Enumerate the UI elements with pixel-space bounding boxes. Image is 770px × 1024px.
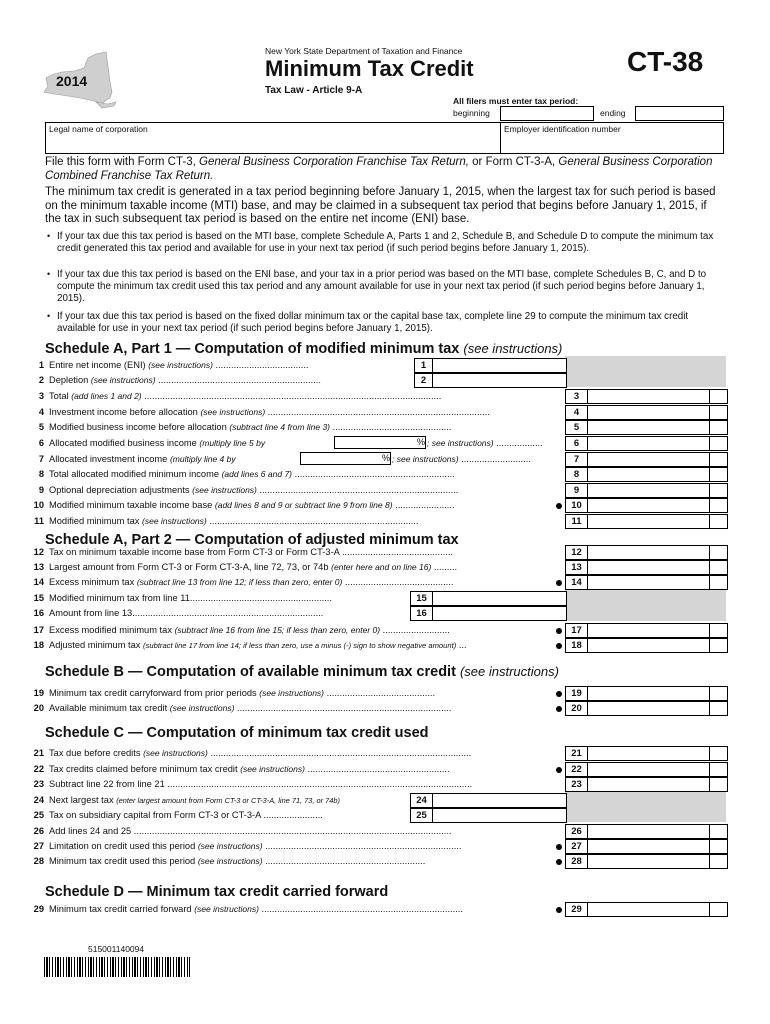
- line-number: 23: [33, 779, 44, 789]
- agency-name: New York State Department of Taxation and Finance: [265, 46, 463, 56]
- line-number-box: 26: [565, 824, 588, 839]
- line-19: 19 Minimum tax credit carryforward from prior periods (see instructions) ..........................................: [30, 688, 435, 699]
- cents-input[interactable]: [709, 436, 728, 451]
- required-bullet: [556, 844, 562, 850]
- line-11-input[interactable]: [587, 514, 711, 529]
- bullet-eni: If your tax due this tax period is based on the ENI base, and your tax in a prior period was based on the MTI base, complete Schedules B, C, and D to compute the minimum tax credit used this tax period and any amount available for use in your next tax period (if such period begins before January 1, 2015).: [57, 269, 707, 304]
- cents-input[interactable]: [709, 623, 728, 638]
- line-14: 14 Excess minimum tax (subtract line 13 from line 12; if less than zero, enter 0) ..........................................: [30, 577, 453, 588]
- line-number-box: 19: [565, 686, 588, 701]
- ending-date-input[interactable]: [635, 106, 724, 121]
- schedule-a-part2-title: Schedule A, Part 2 — Computation of adjusted minimum tax: [45, 532, 459, 548]
- line-23: 23 Subtract line 22 from line 21 ......................................................................................................................: [30, 779, 472, 790]
- line-12: 12 Tax on minimum taxable income base from Form CT-3 or Form CT-3-A ...........................................: [30, 547, 453, 558]
- line-10-input[interactable]: [587, 498, 711, 513]
- schedule-d-title: Schedule D — Minimum tax credit carried forward: [45, 884, 389, 900]
- required-bullet: [556, 643, 562, 649]
- line-number-box: 10: [565, 498, 588, 513]
- line-23-input[interactable]: [587, 777, 711, 792]
- line-number-box: 1: [414, 358, 433, 373]
- cents-input[interactable]: [709, 545, 728, 560]
- line-number-box: 12: [565, 545, 588, 560]
- line-number: 21: [33, 748, 44, 758]
- line-number: 16: [33, 608, 44, 618]
- cents-input[interactable]: [709, 560, 728, 575]
- line-number: 14: [33, 577, 44, 587]
- line-14-input[interactable]: [587, 575, 711, 590]
- line-number: 28: [33, 856, 44, 866]
- line-1: 1 Entire net income (ENI) (see instructions) ....................................: [30, 360, 309, 371]
- line-number-box: 24: [410, 793, 433, 808]
- bullet-mti: If your tax due this tax period is based on the MTI base, complete Schedule A, Parts 1 and 2, Schedule B, and Schedule D to compute the minimum tax credit generated this tax period and available for use in your next tax period (if such period begins before January 1, 2015).: [57, 231, 714, 254]
- line-2: 2 Depletion (see instructions) ...............................................................: [30, 375, 321, 386]
- line-number-box: 25: [410, 808, 433, 823]
- line-number: 4: [38, 407, 44, 417]
- cents-input[interactable]: [709, 498, 728, 513]
- line-17: 17 Excess modified minimum tax (subtract line 16 from line 15; if less than zero, enter 0) ..........................: [30, 625, 450, 636]
- line-6-input[interactable]: [587, 436, 711, 451]
- line-16-input[interactable]: [432, 606, 567, 621]
- line-4: 4 Investment income before allocation (see instructions) ......................................................................................: [30, 407, 490, 418]
- line-29-input[interactable]: [587, 902, 711, 917]
- line-24-input[interactable]: [432, 793, 567, 808]
- intro-paragraph: The minimum tax credit is generated in a tax period beginning before January 1, 2015, when the largest tax for such period is based on the minimum taxable income (MTI) base, and may be claimed in a subsequent tax period that begins before January 1, 2015, if the tax in such subsequent tax period is based on the entire net income (ENI) base.: [45, 186, 716, 225]
- line-number-box: 5: [565, 420, 588, 435]
- legal-name-label: Legal name of corporation: [49, 124, 148, 134]
- beginning-label: beginning: [453, 108, 490, 118]
- required-bullet: [556, 859, 562, 865]
- required-bullet: [556, 907, 562, 913]
- line-15: 15 Modified minimum tax from line 11.......................................................: [30, 593, 332, 604]
- barcode: [44, 957, 190, 977]
- line-number-box: 22: [565, 762, 588, 777]
- line-24: 24 Next largest tax (enter largest amount from Form CT-3 or CT-3-A, line 71, 73, or 74b): [30, 795, 340, 806]
- line-9-input[interactable]: [587, 483, 711, 498]
- line-15-input[interactable]: [432, 591, 567, 606]
- line-4-input[interactable]: [587, 405, 711, 420]
- intro-filing-instruction: File this form with Form CT-3, General Business Corporation Franchise Tax Return, or Form CT-3-A, General Business Corporation Combined Franchise Tax Return.: [45, 156, 713, 182]
- bullet-fixed-dollar: If your tax due this tax period is based on the fixed dollar minimum tax or the capital base tax, complete line 29 to compute the minimum tax credit available for use in your next tax period (if such period begins before January 1, 2015).: [57, 311, 689, 334]
- line-27: 27 Limitation on credit used this period (see instructions) ............................................................................: [30, 841, 461, 852]
- line-number: 13: [33, 562, 44, 572]
- line-22-input[interactable]: [587, 762, 711, 777]
- line-22: 22 Tax credits claimed before minimum tax credit (see instructions) .......................................................: [30, 764, 450, 775]
- required-bullet: [556, 503, 562, 509]
- line-number-box: 28: [565, 854, 588, 869]
- line-6-percent-input[interactable]: %: [334, 436, 426, 449]
- cents-input[interactable]: [709, 514, 728, 529]
- form-code: 515001140094: [88, 944, 145, 954]
- line-5-input[interactable]: [587, 420, 711, 435]
- line-17-input[interactable]: [587, 623, 711, 638]
- line-number-box: 8: [565, 467, 588, 482]
- line-number: 6: [38, 438, 44, 448]
- cents-input[interactable]: [709, 483, 728, 498]
- cents-input[interactable]: [709, 420, 728, 435]
- line-11: 11 Modified minimum tax (see instructions) .................................................................................: [30, 516, 419, 527]
- line-number-box: 29: [565, 902, 588, 917]
- line-number: 19: [33, 688, 44, 698]
- line-1-input[interactable]: [432, 358, 567, 373]
- cents-input[interactable]: [709, 701, 728, 716]
- line-25: 25 Tax on subsidiary capital from Form CT-3 or CT-3-A .......................: [30, 810, 323, 821]
- line-number: 24: [33, 795, 44, 805]
- line-number-box: 13: [565, 560, 588, 575]
- schedule-b-title: Schedule B — Computation of available minimum tax credit (see instructions): [45, 664, 559, 680]
- line-3-input[interactable]: [587, 389, 711, 404]
- tax-period-label: All filers must enter tax period:: [453, 96, 579, 106]
- cents-input[interactable]: [709, 902, 728, 917]
- shaded-area: [565, 792, 726, 822]
- line-number: 27: [33, 841, 44, 851]
- cents-input[interactable]: [709, 777, 728, 792]
- cents-input[interactable]: [709, 389, 728, 404]
- line-number: 8: [38, 469, 44, 479]
- line-number-box: 23: [565, 777, 588, 792]
- required-bullet: [556, 706, 562, 712]
- cents-input[interactable]: [709, 405, 728, 420]
- cents-input[interactable]: [709, 762, 728, 777]
- line-7: 7 Allocated investment income (multiply line 4 by: [30, 454, 236, 465]
- line-number-box: 21: [565, 746, 588, 761]
- required-bullet: [556, 580, 562, 586]
- line-19-input[interactable]: [587, 686, 711, 701]
- line-12-input[interactable]: [587, 545, 711, 560]
- line-number: 2: [38, 375, 44, 385]
- line-3: 3 Total (add lines 1 and 2) ...................................................................................................................: [30, 391, 441, 402]
- line-number: 7: [38, 454, 44, 464]
- line-number: 26: [33, 826, 44, 836]
- line-number: 15: [33, 593, 44, 603]
- line-28-input[interactable]: [587, 854, 711, 869]
- line-number: 11: [34, 516, 44, 526]
- line-number: 10: [33, 500, 44, 510]
- cents-input[interactable]: [709, 854, 728, 869]
- cents-input[interactable]: [709, 824, 728, 839]
- line-number: 12: [33, 547, 44, 557]
- line-number-box: 17: [565, 623, 588, 638]
- line-number: 22: [33, 764, 44, 774]
- required-bullet: [556, 691, 562, 697]
- line-26-input[interactable]: [587, 824, 711, 839]
- line-6: 6 Allocated modified business income (multiply line 5 by: [30, 438, 265, 449]
- cents-input[interactable]: [709, 638, 728, 653]
- line-13: 13 Largest amount from Form CT-3 or Form CT-3-A, line 72, 73, or 74b (enter here and on line 16) .........: [30, 562, 457, 573]
- required-bullet: [556, 767, 562, 773]
- line-number-box: 7: [565, 452, 588, 467]
- form-title: Minimum Tax Credit: [265, 56, 474, 81]
- line-21-input[interactable]: [587, 746, 711, 761]
- line-number-box: 15: [410, 591, 433, 606]
- cents-input[interactable]: [709, 686, 728, 701]
- form-id: CT-38: [627, 46, 704, 77]
- line-25-input[interactable]: [432, 808, 567, 823]
- line-number-box: 11: [565, 514, 588, 529]
- line-number-box: 2: [414, 373, 433, 388]
- line-number: 17: [33, 625, 44, 635]
- legal-name-field[interactable]: [45, 122, 502, 154]
- schedule-c-title: Schedule C — Computation of minimum tax credit used: [45, 725, 429, 741]
- line-10: 10 Modified minimum taxable income base (add lines 8 and 9 or subtract line 9 from line 8) .......................: [30, 500, 455, 511]
- shaded-area: [565, 590, 726, 621]
- required-bullet: [556, 628, 562, 634]
- line-7-input[interactable]: [587, 452, 711, 467]
- line-number-box: 9: [565, 483, 588, 498]
- line-18-input[interactable]: [587, 638, 711, 653]
- shaded-area: [565, 356, 726, 387]
- line-20: 20 Available minimum tax credit (see instructions) ...................................................................................: [30, 703, 451, 714]
- line-27-input[interactable]: [587, 839, 711, 854]
- line-29: 29 Minimum tax credit carried forward (see instructions) ..............................................................................: [30, 904, 463, 915]
- line-28: 28 Minimum tax credit used this period (see instructions) ..............................................................: [30, 856, 425, 867]
- line-number: 25: [33, 810, 44, 820]
- ending-label: ending: [600, 108, 626, 118]
- line-number: 3: [38, 391, 44, 401]
- line-number: 20: [33, 703, 44, 713]
- cents-input[interactable]: [709, 746, 728, 761]
- line-number-box: 3: [565, 389, 588, 404]
- line-number: 9: [38, 485, 44, 495]
- line-number-box: 20: [565, 701, 588, 716]
- cents-input[interactable]: [709, 575, 728, 590]
- form-subtitle: Tax Law - Article 9-A: [265, 85, 363, 96]
- line-number: 5: [38, 422, 44, 432]
- schedule-a-part1-title: Schedule A, Part 1 — Computation of modified minimum tax (see instructions): [45, 341, 563, 357]
- line-13-input[interactable]: [587, 560, 711, 575]
- beginning-date-input[interactable]: [500, 106, 594, 121]
- line-number-box: 16: [410, 606, 433, 621]
- line-8-input[interactable]: [587, 467, 711, 482]
- line-number-box: 6: [565, 436, 588, 451]
- line-2-input[interactable]: [432, 373, 567, 388]
- line-number-box: 14: [565, 575, 588, 590]
- line-7-percent-input[interactable]: %: [300, 452, 391, 465]
- line-20-input[interactable]: [587, 701, 711, 716]
- line-26: 26 Add lines 24 and 25 ...........................................................................................................................: [30, 826, 452, 837]
- ein-label: Employer identification number: [504, 124, 621, 134]
- line-18: 18 Adjusted minimum tax (subtract line 17 from line 14; if less than zero, use a minus (-) sign to show negative amount) ...: [30, 640, 467, 651]
- line-number-box: 4: [565, 405, 588, 420]
- line-number: 29: [33, 904, 44, 914]
- line-number: 1: [38, 360, 44, 370]
- line-8: 8 Total allocated modified minimum income (add lines 6 and 7) ..............................................................: [30, 469, 455, 480]
- line-number-box: 18: [565, 638, 588, 653]
- cents-input[interactable]: [709, 467, 728, 482]
- cents-input[interactable]: [709, 452, 728, 467]
- line-21: 21 Tax due before credits (see instructions) .....................................................................................................: [30, 748, 471, 759]
- line-number-box: 27: [565, 839, 588, 854]
- ein-field[interactable]: [500, 122, 724, 154]
- line-number: 18: [33, 640, 44, 650]
- line-9: 9 Optional depreciation adjustments (see instructions) .............................................................................: [30, 485, 458, 496]
- line-16: 16 Amount from line 13..........................................................................: [30, 608, 323, 619]
- form-year: 2014: [56, 73, 88, 89]
- line-5: 5 Modified business income before allocation (subtract line 4 from line 3) ..............................................: [30, 422, 451, 433]
- cents-input[interactable]: [709, 839, 728, 854]
